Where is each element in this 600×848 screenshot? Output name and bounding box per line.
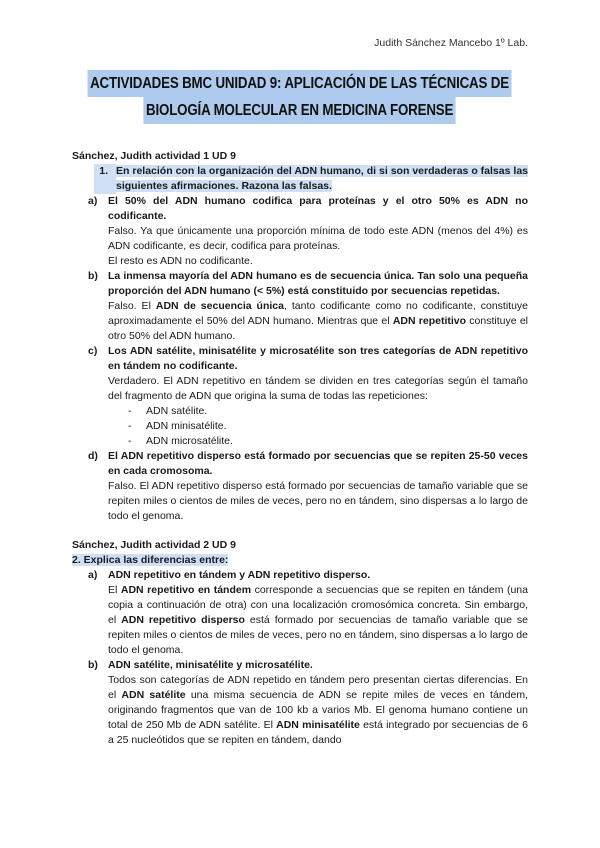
item-label: b): [88, 270, 98, 282]
activity-1-question: [72, 164, 528, 194]
document-title: [0, 70, 600, 124]
item-label: c): [88, 345, 98, 357]
activity-2-heading: Sánchez, Judith actividad 2 UD 9: [72, 539, 236, 551]
item-statement: El 50% del ADN humano codifica para proteínas y el otro 50% es ADN no codificante.: [108, 195, 528, 222]
item-label: a): [88, 195, 98, 207]
item-answer-extra: El resto es ADN no codificante.: [108, 255, 253, 267]
list-item: - ADN minisatélite.: [128, 420, 227, 432]
item-2a: [72, 568, 528, 658]
question-text: En relación con la organización del ADN humano, di si son verdaderas o falsas las siguientes afirmaciones. Razona las falsas.: [116, 165, 528, 192]
item-a: [72, 194, 528, 269]
title-line-2: BIOLOGÍA MOLECULAR EN MEDICINA FORENSE: [144, 97, 456, 124]
item-d: [72, 449, 528, 524]
item-statement: Los ADN satélite, minisatélite y microsatélite son tres categorías de ADN repetitivo en tándem no codificante.: [108, 345, 528, 372]
item-answer: Falso. El ADN de secuencia única, tanto codificante como no codificante, constituye aproximadamente el 50% del ADN humano. Mientras que el ADN repetitivo constituye el otro 50% del ADN humano.: [108, 300, 529, 342]
item-label: d): [88, 450, 98, 462]
item-label: a): [88, 569, 98, 581]
item-answer: Todos son categorías de ADN repetido en tándem pero presentan ciertas diferencias. En el ADN satélite una misma secuencia de ADN se repite miles de veces en tándem, originando fragmentos que van de 100 kb a varios Mb. El genoma humano contiene un total de 250 Mb de ADN satélite. El ADN minisatélite está integrado por secuencias de 6 a 25 nucleótidos que se repiten en tándem, dando: [108, 674, 529, 746]
item-2b: [72, 658, 528, 748]
item-b: [72, 269, 528, 344]
list-item: - ADN microsatélite.: [128, 435, 233, 447]
document-body: [72, 149, 528, 748]
item-answer: El ADN repetitivo en tándem corresponde a secuencias que se repiten en tándem (una copia a continuación de otra) con una localización cromosómica concreta. Sin embargo, el ADN repetitivo disperso está formado por secuencias de tamaño variable que se repiten miles o cientos de miles de veces, pero no en tándem, sino dispersas a lo largo de todo el genoma.: [108, 584, 529, 656]
title-line-1: ACTIVIDADES BMC UNIDAD 9: APLICACIÓN DE LAS TÉCNICAS DE: [88, 70, 512, 97]
item-label: b): [88, 659, 98, 671]
activity-2-question: 2. Explica las diferencias entre:: [72, 554, 229, 566]
item-statement: El ADN repetitivo disperso está formado por secuencias que se repiten 25-50 veces en cada cromosoma.: [108, 450, 528, 477]
item-statement: ADN satélite, minisatélite y microsatélite.: [108, 659, 313, 671]
question-number: 1.: [94, 164, 116, 194]
item-answer: Falso. Ya que únicamente una proporción mínima de todo este ADN (menos del 4%) es ADN codificante, es decir, codifica para proteínas.: [108, 225, 528, 252]
header-author: Judith Sánchez Mancebo 1º Lab.: [374, 37, 528, 49]
item-answer: Falso. El ADN repetitivo disperso está formado por secuencias de tamaño variable que se repiten miles o cientos de miles de veces, pero no en tándem, sino dispersas a lo largo de todo el genoma.: [108, 480, 528, 522]
activity-1-heading: Sánchez, Judith actividad 1 UD 9: [72, 150, 236, 162]
list-item: - ADN satélite.: [128, 405, 208, 417]
item-statement: La inmensa mayoría del ADN humano es de secuencia única. Tan solo una pequeña proporción del ADN humano (< 5%) está constituido por secuencias repetidas.: [108, 270, 528, 297]
item-answer: Verdadero. El ADN repetitivo en tándem se dividen en tres categorías según el tamaño del fragmento de ADN que origina la suma de todas las repeticiones:: [108, 375, 528, 402]
item-c: [72, 344, 528, 449]
item-statement: ADN repetitivo en tándem y ADN repetitivo disperso.: [108, 569, 371, 581]
